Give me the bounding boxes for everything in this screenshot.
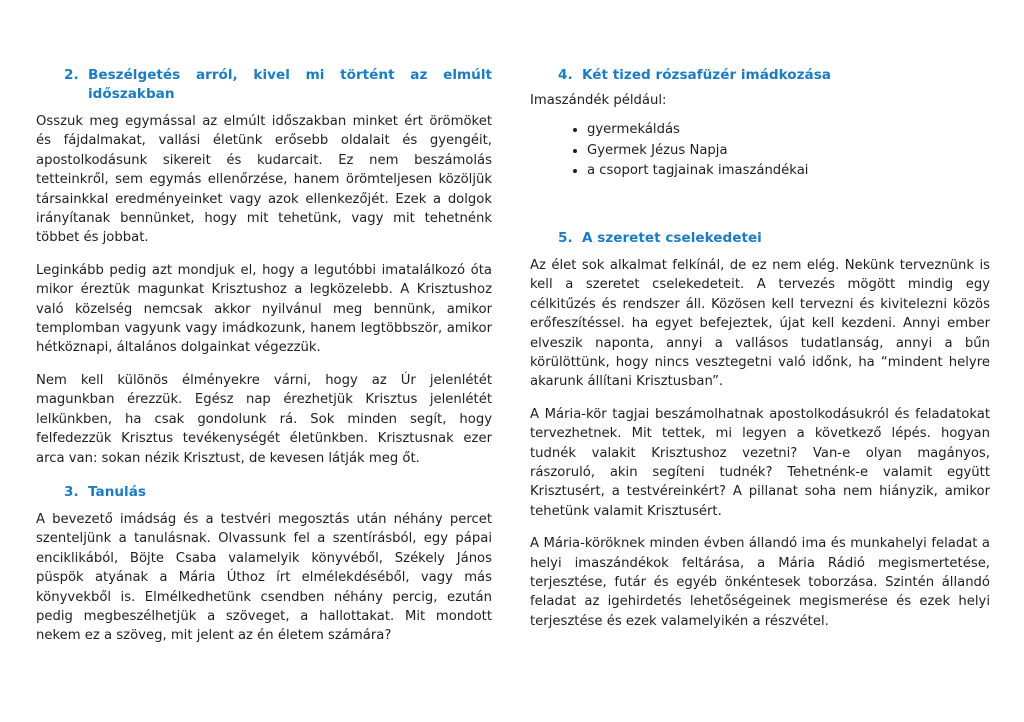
- section-number: 2.: [64, 67, 79, 83]
- section-heading-4: [530, 66, 990, 85]
- section-title: Tanulás: [88, 483, 146, 500]
- paragraph: Leginkább pedig azt mondjuk el, hogy a legutóbbi imatalálkozó óta mikor éreztük magunkat Krisztushoz a legközelebb. A Krisztushoz való közelség nemcsak akkor nyilvánul meg bennünk, amikor templomban vagyunk vagy imádkozunk, hanem legtöbbször, amikor hétköznapi, általános dolgainkat végezzük.: [36, 262, 492, 356]
- section-title: A szeretet cselekedetei: [582, 229, 762, 246]
- paragraph: Nem kell különös élményekre várni, hogy az Úr jelenlétét magunkban érezzük. Egész nap érezhetjük Krisztus jelenlétét lelkünkben, ha csak gondolunk rá. Sok minden segít, hogy felfedezzük Krisztus tevékenységét életünkben. Krisztusnak ezer arca van: sokan nézik Krisztust, de kevesen látják meg őt.: [36, 372, 492, 466]
- section-title: Két tized rózsafüzér imádkozása: [582, 67, 831, 83]
- paragraph: Osszuk meg egymással az elmúlt időszakban minket ért örömöket és fájdalmakat, vallási életünk erősebb oldalait és gyengéit, apostolkodásunk sikereit és kudarcait. Ez nem beszámolás tetteinkről, sem egymás ellenőrzése, hanem örömteljesen közöljük társainkkal eredményeinket vagy azok ellenkezőjét. Ezek a dolgok irányítanak bennünket, hogy mit tehetünk, vagy mit tehetnénk többet és jobbat.: [36, 114, 492, 246]
- section-heading-5: [530, 229, 990, 248]
- paragraph: A Mária-kör tagjai beszámolhatnak apostolkodásukról és feladatokat tervezhetnek. Mit tettek, mi legyen a következő lépés. hogyan tudnék valakit Krisztushoz vezetni? Van-e olyan magányos, rászoruló, akin segíteni tudnék? Tehetnénk-e valamit együtt Krisztusért, a testvéreinkért? A pillanat soha nem hiányzik, amikor tehetünk valamit Krisztusért.: [530, 406, 990, 519]
- list-item: • a csoport tagjainak imaszándékai: [587, 161, 990, 182]
- list-item: • gyermekáldás: [587, 120, 990, 141]
- left-column: [36, 66, 492, 682]
- section-heading-3: [36, 483, 492, 502]
- section-heading-2: [36, 66, 492, 104]
- section-title: Beszélgetés arról, kivel mi történt az elmúlt időszakban: [88, 67, 492, 102]
- paragraph: A bevezető imádság és a testvéri megosztás után néhány percet szenteljünk a tanulásnak. Olvassunk fel a szentírásból, egy pápai enciklikából, Böjte Csaba valamelyik könyvéből, Székely János püspök atyának a Mária Úthoz írt elmélekdéséből, vagy más könyvekből is. Elmélkedhetünk csendben néhány percig, ezután pedig megbeszélhetjük a szöveget, a hallottakat. Mit mondott nekem ez a szöveg, mit jelent az én életem számára?: [36, 511, 492, 644]
- paragraph: A Mária-köröknek minden évben állandó ima és munkahelyi feladat a helyi imaszándékok feltárása, a Mária Rádió megismertetése, terjesztése, futár és egyéb önkéntesek toborzása. Szintén állandó feladat az igehirdetés lehetőségeinek megismerése és ezek helyi terjesztése és ezek valamelyikén a részvétel.: [530, 536, 990, 629]
- list-intro: Imaszándék például:: [530, 93, 667, 108]
- list-item: • Gyermek Jézus Napja: [587, 141, 990, 162]
- paragraph: Az élet sok alkalmat felkínál, de ez nem elég. Nekünk terveznünk is kell a szeretet cselekedeteit. A tervezés mögött mindig egy célkitűzés és rendszer áll. Közösen kell tervezni és kivitelezni közös erőfeszítéssel. ha egyet befejeztek, újat kell kezdeni. Annyi ember elveszik naponta, annyi a vallásos tudatlanság, annyi a bűn körülöttünk, hogy nincs vesztegetni való időnk, ha “mindent helyre akarunk állítani Krisztusban”.: [530, 257, 990, 390]
- section-number: 4.: [558, 67, 573, 83]
- right-column: [530, 66, 990, 682]
- section-number: 5.: [558, 229, 573, 246]
- prayer-intentions-list: [530, 120, 990, 182]
- section-number: 3.: [64, 483, 79, 500]
